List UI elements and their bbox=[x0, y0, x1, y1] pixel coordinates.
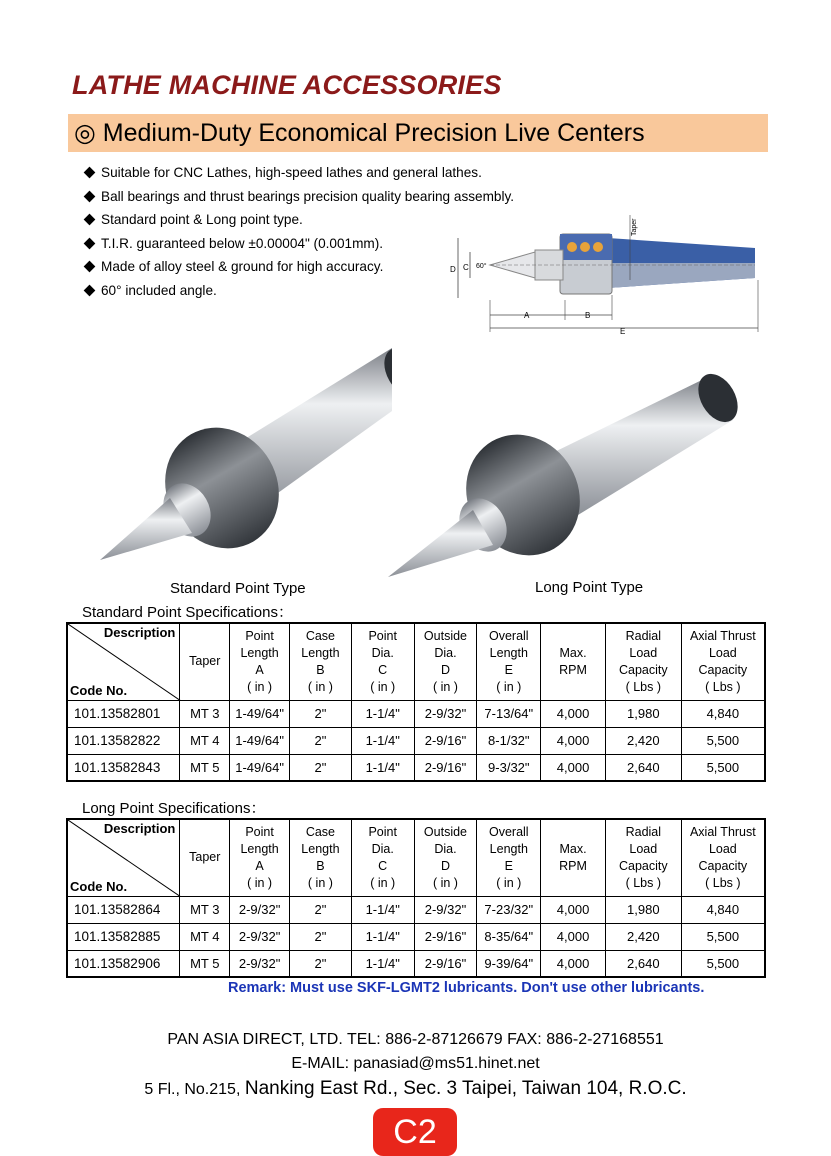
table-row: 101.13582864 MT 3 2-9/32" 2" 1-1/4" 2-9/32" 7-23/32" 4,000 1,980 4,840 bbox=[67, 896, 765, 923]
diagram-label-b: B bbox=[585, 311, 591, 320]
col-outside-dia: Outside Dia. D ( in ) bbox=[414, 623, 477, 700]
table-row: 101.13582801 MT 3 1-49/64" 2" 1-1/4" 2-9/32" 7-13/64" 4,000 1,980 4,840 bbox=[67, 700, 765, 727]
col-radial-load: Radial Load Capacity ( Lbs ) bbox=[605, 623, 681, 700]
diagram-label-d: D bbox=[450, 265, 456, 274]
col-point-dia: Point Dia. C ( in ) bbox=[351, 623, 414, 700]
feature-item: Suitable for CNC Lathes, high-speed lathes and general lathes. bbox=[84, 165, 482, 180]
long-point-image bbox=[388, 365, 748, 585]
diamond-bullet-icon bbox=[84, 285, 96, 297]
table-header-row bbox=[67, 819, 765, 896]
page-number-badge: C2 bbox=[373, 1108, 457, 1156]
diamond-bullet-icon bbox=[84, 167, 96, 179]
col-point-length: Point Length A ( in ) bbox=[230, 819, 290, 896]
long-spec-table bbox=[66, 818, 766, 978]
col-case-length: Case Length B ( in ) bbox=[290, 819, 352, 896]
col-max-rpm: Max. RPM bbox=[541, 623, 606, 700]
diagram-label-c: C bbox=[463, 263, 469, 272]
standard-caption: Standard Point Type bbox=[170, 580, 306, 597]
page-title: LATHE MACHINE ACCESSORIES bbox=[72, 70, 502, 100]
diamond-bullet-icon bbox=[84, 191, 96, 203]
col-taper: Taper bbox=[180, 819, 230, 896]
col-overall-length: Overall Length E ( in ) bbox=[477, 819, 541, 896]
standard-spec-table bbox=[66, 622, 766, 782]
feature-item: Standard point & Long point type. bbox=[84, 212, 303, 227]
col-axial-load: Axial Thrust Load Capacity ( Lbs ) bbox=[681, 819, 765, 896]
diamond-bullet-icon bbox=[84, 238, 96, 250]
col-case-length: Case Length B ( in ) bbox=[290, 623, 352, 700]
diagram-label-taper: Taper bbox=[631, 218, 638, 236]
diagram-label-a: A bbox=[524, 311, 530, 320]
description-code-header: Description Code No. bbox=[67, 819, 180, 896]
table-row: 101.13582822 MT 4 1-49/64" 2" 1-1/4" 2-9/16" 8-1/32" 4,000 2,420 5,500 bbox=[67, 727, 765, 754]
long-caption: Long Point Type bbox=[535, 579, 644, 596]
description-code-header: Description Code No. bbox=[67, 623, 180, 700]
table-row: 101.13582843 MT 5 1-49/64" 2" 1-1/4" 2-9/16" 9-3/32" 4,000 2,640 5,500 bbox=[67, 754, 765, 781]
live-center-diagram bbox=[440, 210, 765, 340]
company-contact-line: PAN ASIA DIRECT, LTD. TEL: 886-2-87126679 FAX: 886-2-27168551 bbox=[167, 1031, 664, 1048]
feature-item: T.I.R. guaranteed below ±0.00004" (0.001mm). bbox=[84, 236, 383, 251]
table-row: 101.13582906 MT 5 2-9/32" 2" 1-1/4" 2-9/16" 9-39/64" 4,000 2,640 5,500 bbox=[67, 950, 765, 977]
col-point-dia: Point Dia. C ( in ) bbox=[351, 819, 414, 896]
col-radial-load: Radial Load Capacity ( Lbs ) bbox=[605, 819, 681, 896]
diamond-bullet-icon bbox=[84, 214, 96, 226]
col-overall-length: Overall Length E ( in ) bbox=[477, 623, 541, 700]
company-address-line: 5 Fl., No.215, Nanking East Rd., Sec. 3 Taipei, Taiwan 104, R.O.C. bbox=[144, 1078, 687, 1099]
col-axial-load: Axial Thrust Load Capacity ( Lbs ) bbox=[681, 623, 765, 700]
table-row: 101.13582885 MT 4 2-9/32" 2" 1-1/4" 2-9/16" 8-35/64" 4,000 2,420 5,500 bbox=[67, 923, 765, 950]
standard-spec-heading: Standard Point Specifications： bbox=[82, 604, 293, 621]
col-max-rpm: Max. RPM bbox=[541, 819, 606, 896]
company-email-line: E-MAIL: panasiad@ms51.hinet.net bbox=[291, 1055, 540, 1072]
section-subtitle: ◎ Medium-Duty Economical Precision Live Centers bbox=[74, 119, 645, 147]
diamond-bullet-icon bbox=[84, 261, 96, 273]
col-point-length: Point Length A ( in ) bbox=[230, 623, 290, 700]
table-header-row bbox=[67, 623, 765, 700]
long-spec-heading: Long Point Specifications： bbox=[82, 800, 266, 817]
diagram-label-e: E bbox=[620, 327, 626, 336]
feature-item: 60° included angle. bbox=[84, 283, 217, 298]
standard-point-image bbox=[92, 338, 392, 568]
feature-item: Ball bearings and thrust bearings precision quality bearing assembly. bbox=[84, 189, 514, 204]
col-outside-dia: Outside Dia. D ( in ) bbox=[414, 819, 477, 896]
diagram-label-angle: 60° bbox=[476, 263, 487, 270]
feature-item: Made of alloy steel & ground for high accuracy. bbox=[84, 259, 383, 274]
lubricant-remark: Remark: Must use SKF-LGMT2 lubricants. Don't use other lubricants. bbox=[228, 980, 705, 996]
col-taper: Taper bbox=[180, 623, 230, 700]
